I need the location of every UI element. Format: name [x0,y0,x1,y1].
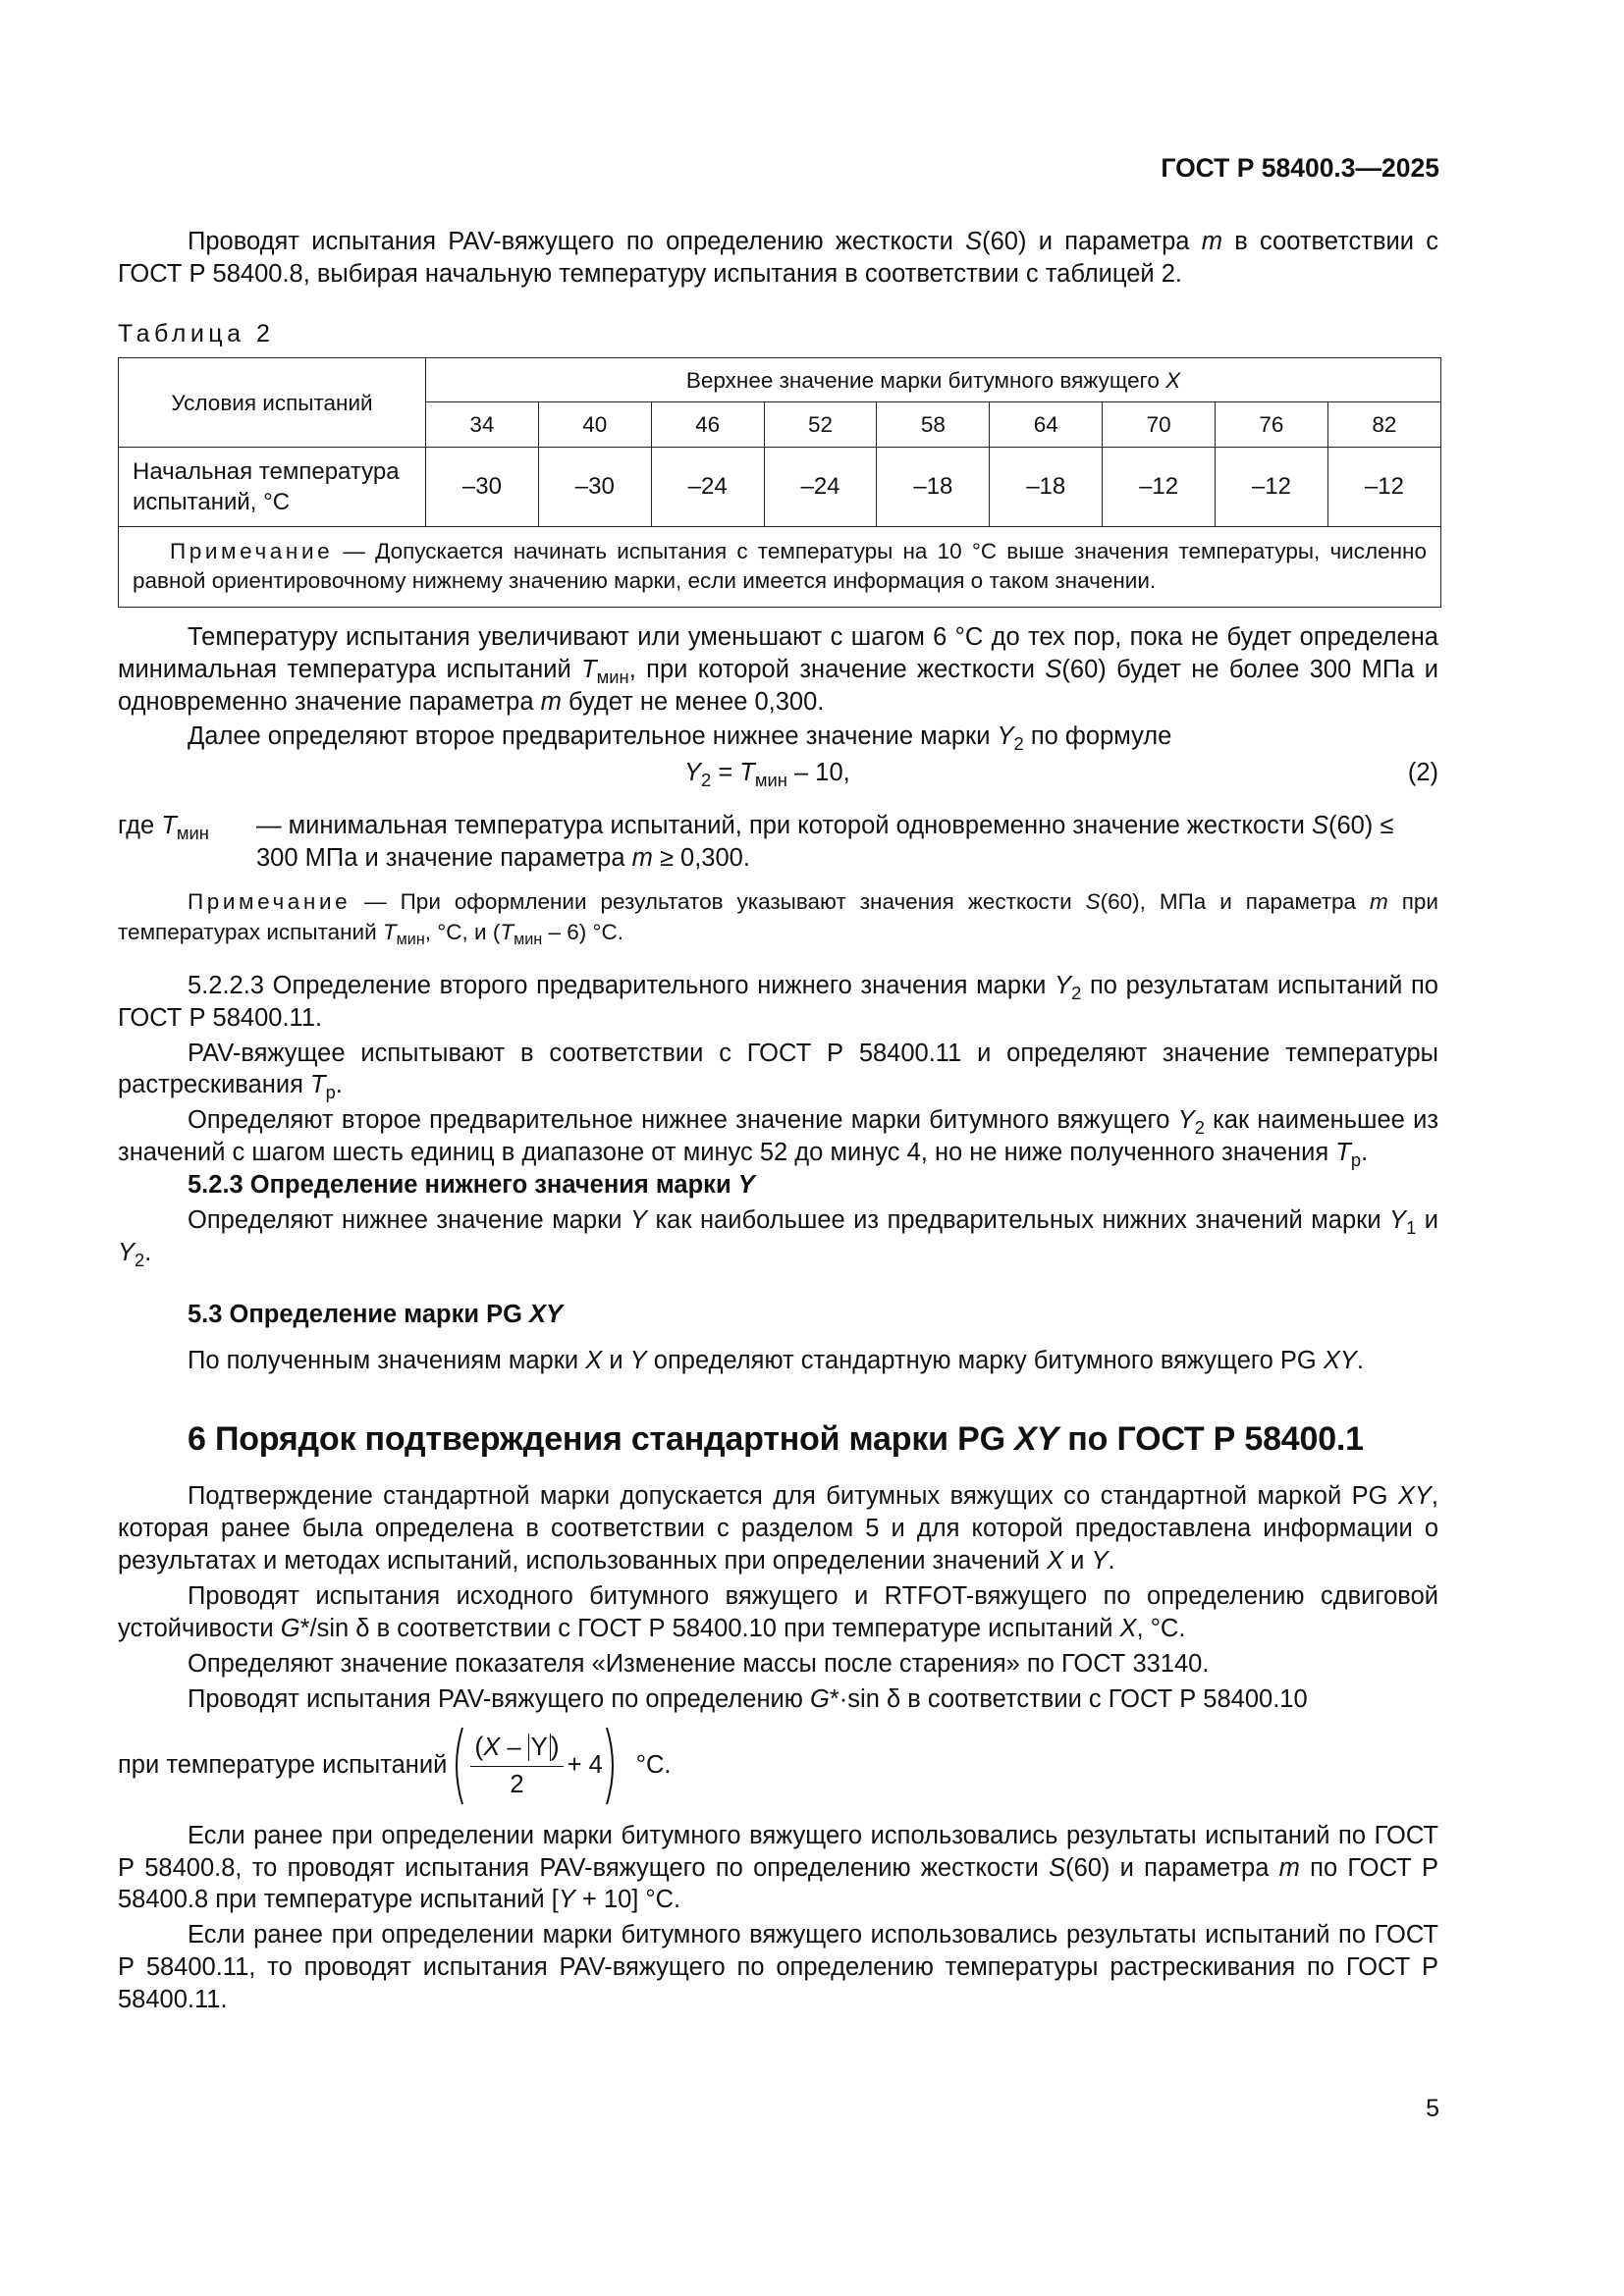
temperature-step-paragraph: Температуру испытания увеличивают или уменьшают с шагом 6 °С до тех пор, пока не будет определена минимальная температура испытаний $T_{мин}$, при которой значение жесткости S(60) будет не более 300 МПа и одновременно значение параметра m будет не менее 0,300. [118,622,1438,716]
table-mark-cell: 82 [1327,402,1440,448]
table-temp-cell: –24 [651,448,764,527]
section-5-2-2-3-paragraph-1: 5.2.2.3 Определение второго предварительного нижнего значения марки $Y_2$ по результатам испытаний по ГОСТ Р 58400.11. [118,971,1438,1032]
table-mark-cell: 76 [1216,402,1328,448]
table-mark-cell: 34 [426,402,539,448]
table-header-upper-mark: Верхнее значение марки битумного вяжущего X [426,358,1441,402]
table-temp-cell: –30 [538,448,651,527]
formula-explanation: где $T_{мин}$ — минимальная температура испытаний, при которой одновременно значение жесткости S(60) ≤ 300 МПа и значение параметра m ≥ 0,300. [118,812,1394,873]
table-caption: Таблица 2 [118,319,275,347]
temperature-fraction: $\frac{(X - Y )}{2}$ [470,1730,563,1801]
section-5-3-heading: 5.3 Определение марки PG XY [188,1300,564,1328]
table-temp-cell: –18 [877,448,990,527]
table-temp-cell: –12 [1103,448,1216,527]
table-temp-cell: –12 [1327,448,1440,527]
section-6-paragraph-1: Подтверждение стандартной марки допускается для битумных вяжущих со стандартной маркой PG XY, которая ранее была определена в соответствии с разделом 5 и для которой предоставлена информации о результатах и методах испытаний, использованных при определении значений X и Y. [118,1482,1438,1575]
section-6-heading: 6 Порядок подтверждения стандартной марки PG XY по ГОСТ Р 58400.1 [188,1419,1364,1458]
table-temp-cell: –18 [990,448,1103,527]
section-5-3-paragraph: По полученным значениям марки X и Y определяют стандартную марку битумного вяжущего PG XY. [188,1346,1364,1374]
document-code: ГОСТ Р 58400.3—2025 [1161,153,1439,183]
formula-2-number: (2) [1407,759,1438,787]
table-mark-cell: 52 [764,402,877,448]
formula-2-expression: $Y_2 = T_{мин} - 10$, [684,759,850,791]
section-6-paragraph-3: Определяют значение показателя «Изменение массы после старения» по ГОСТ 33140. [188,1649,1210,1678]
right-paren-icon [603,1726,623,1806]
section-6-paragraph-6: Если ранее при определении марки битумного вяжущего использовались результаты испытаний по ГОСТ Р 58400.11, то проводят испытания PAV-вяжущего по определению температуры растрескивания по ГОСТ Р 58400.11. [118,1921,1438,2014]
table-temp-cell: –24 [764,448,877,527]
formula-intro: Далее определяют второе предварительное нижнее значение марки $Y_2$ по формуле [188,722,1172,755]
table-header-conditions: Условия испытаний [119,358,426,448]
left-paren-icon [447,1726,466,1806]
table-temps-row [119,448,1441,527]
section-6-paragraph-2: Проводят испытания исходного битумного вяжущего и RTFOT-вяжущего по определению сдвиговой устойчивости G*/sin δ в соответствии с ГОСТ Р 58400.10 при температуре испытаний X, °С. [118,1582,1438,1642]
formula-2 [118,757,1438,798]
section-5-2-3-heading: 5.2.3 Определение нижнего значения марки Y [188,1171,755,1200]
table-temp-cell: –12 [1216,448,1328,527]
table-mark-cell: 46 [651,402,764,448]
temperature-formula-line: при температуре испытаний $\frac{(X - Y )}{2}$ + 4 °С. [118,1722,1438,1810]
table-mark-cell: 70 [1103,402,1216,448]
intro-paragraph: Проводят испытания PAV-вяжущего по определению жесткости S(60) и параметра m в соответствии с ГОСТ Р 58400.8, выбирая начальную температуру испытания в соответствии с таблицей 2. [118,228,1438,288]
section-6-paragraph-5: Если ранее при определении марки битумного вяжущего использовались результаты испытаний по ГОСТ Р 58400.8, то проводят испытания PAV-вяжущего по определению жесткости S(60) и параметра m по ГОСТ Р 58400.8 при температуре испытаний [Y + 10] °С. [118,1821,1439,1914]
table-mark-cell: 58 [877,402,990,448]
page-number: 5 [1426,2095,1439,2122]
table-note: Примечание — Допускается начинать испытания с температуры на 10 °С выше значения температуры, численно равной ориентировочному нижнему значению марки, если имеется информация о таком значении. [119,527,1441,608]
section-5-2-2-3-paragraph-3: Определяют второе предварительное нижнее значение марки битумного вяжущего $Y_2$ как наименьшее из значений с шагом шесть единиц в диапазоне от минус 52 до минус 4, но не ниже полученного значения $T_р$. [118,1106,1439,1171]
table-mark-cell: 64 [990,402,1103,448]
section-5-2-3-paragraph: Определяют нижнее значение марки Y как наибольшее из предварительных нижних значений марки $Y_1$ и $Y_2$. [118,1205,1438,1270]
section-5-2-2-3-paragraph-2: PAV-вяжущее испытывают в соответствии с ГОСТ Р 58400.11 и определяют значение температуры растрескивания $T_р$. [118,1039,1438,1103]
table-2 [118,357,1441,608]
page-content [118,147,1438,2016]
table-temp-cell: –30 [426,448,539,527]
table-mark-cell: 40 [538,402,651,448]
table-row-label: Начальная температура испытаний, °С [119,448,426,527]
section-6-paragraph-4: Проводят испытания PAV-вяжущего по определению G*·sin δ в соответствии с ГОСТ Р 58400.10 [188,1684,1308,1713]
note-results: Примечание — При оформлении результатов указывают значения жесткости S(60), МПа и параметра m при температурах испытаний $T_{мин}$, °С, и $(T_{мин} - 6)$ °С. [118,889,1438,949]
